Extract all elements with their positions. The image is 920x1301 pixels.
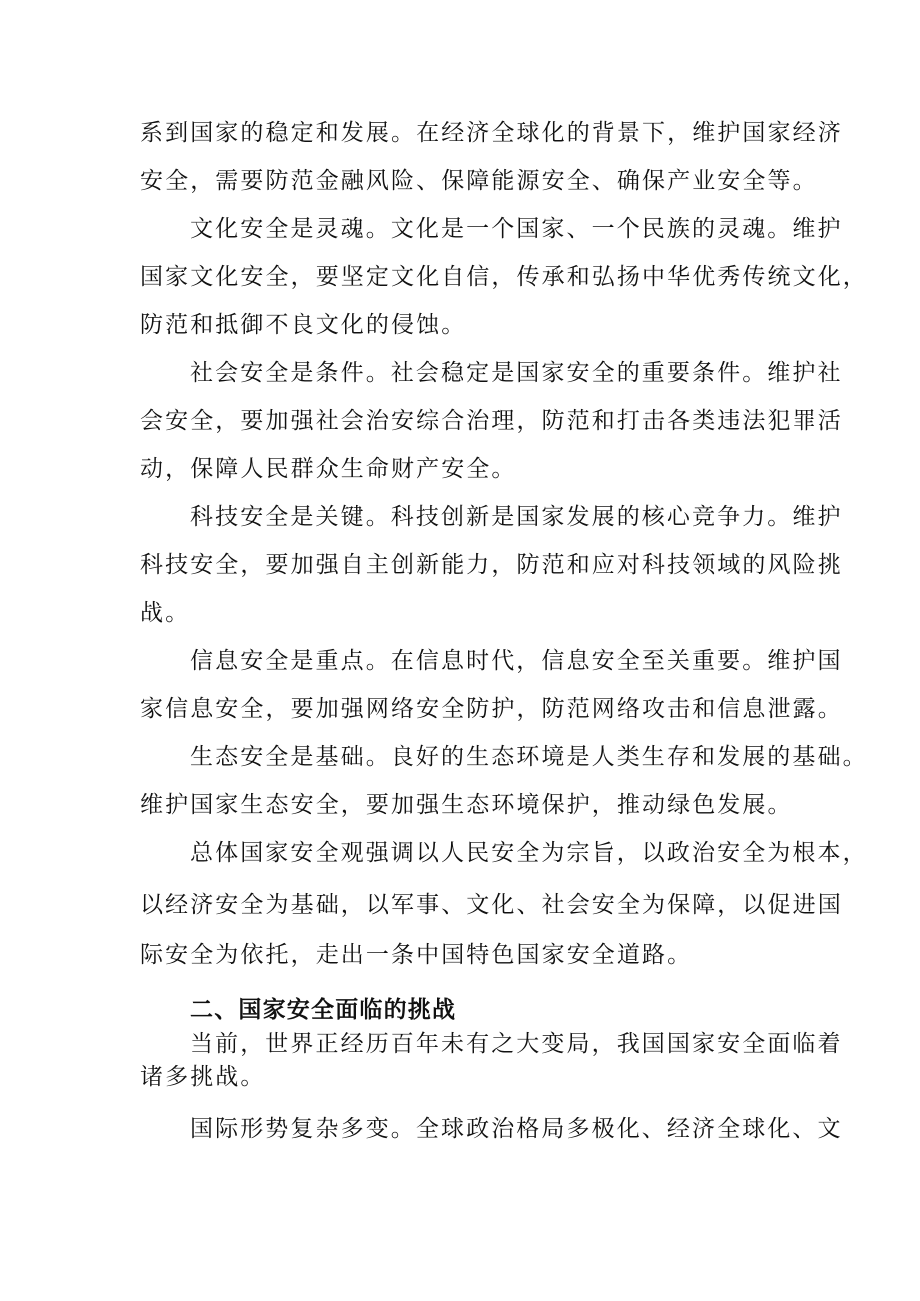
paragraph-line: 防范和抵御不良文化的侵蚀。 [140, 312, 467, 338]
paragraph-line: 国际形势复杂多变。全球政治格局多极化、经济全球化、文 [190, 1116, 843, 1142]
paragraph-line: 战。 [140, 600, 191, 626]
paragraph-line: 信息安全是重点。在信息时代，信息安全至关重要。维护国 [190, 648, 843, 674]
paragraph-line: 家信息安全，要加强网络安全防护，防范网络攻击和信息泄露。 [140, 696, 843, 722]
paragraph-line: 科技安全是关键。科技创新是国家发展的核心竞争力。维护 [190, 504, 843, 530]
paragraph-line: 际安全为依托，走出一条中国特色国家安全道路。 [140, 942, 693, 968]
paragraph-line: 诸多挑战。 [140, 1064, 266, 1090]
paragraph-line: 以经济安全为基础，以军事、文化、社会安全为保障，以促进国 [140, 892, 843, 918]
paragraph-line: 科技安全，要加强自主创新能力，防范和应对科技领域的风险挑 [140, 552, 843, 578]
paragraph-line: 当前，世界正经历百年未有之大变局，我国国家安全面临着 [190, 1031, 843, 1057]
paragraph-line: 系到国家的稳定和发展。在经济全球化的背景下，维护国家经济 [140, 120, 843, 146]
paragraph-line: 维护国家生态安全，要加强生态环境保护，推动绿色发展。 [140, 792, 793, 818]
paragraph-line: 国家文化安全，要坚定文化自信，传承和弘扬中华优秀传统文化， [140, 264, 868, 290]
paragraph-line: 生态安全是基础。良好的生态环境是人类生存和发展的基础。 [190, 744, 868, 770]
paragraph-line: 会安全，要加强社会治安综合治理，防范和打击各类违法犯罪活 [140, 408, 843, 434]
paragraph-line: 安全，需要防范金融风险、保障能源安全、确保产业安全等。 [140, 168, 818, 194]
paragraph-line: 动，保障人民群众生命财产安全。 [140, 456, 517, 482]
paragraph-line: 社会安全是条件。社会稳定是国家安全的重要条件。维护社 [190, 360, 843, 386]
paragraph-line: 总体国家安全观强调以人民安全为宗旨，以政治安全为根本， [190, 840, 868, 866]
paragraph-line: 文化安全是灵魂。文化是一个国家、一个民族的灵魂。维护 [190, 216, 843, 242]
section-heading: 二、国家安全面临的挑战 [190, 997, 457, 1023]
